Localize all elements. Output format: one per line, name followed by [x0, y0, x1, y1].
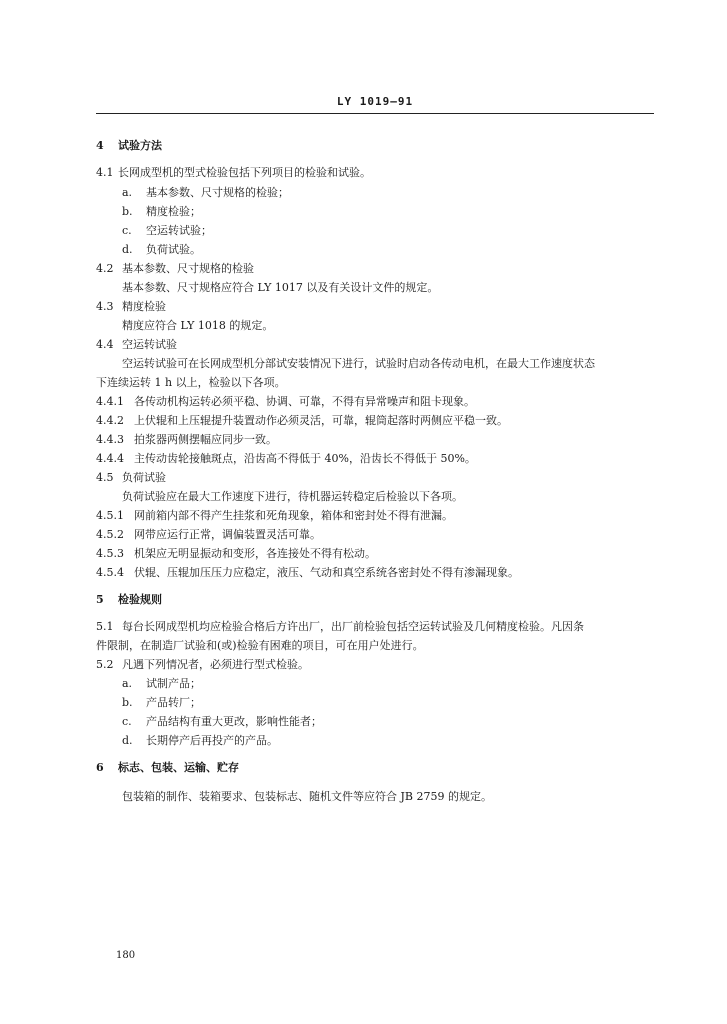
clause-4-5-4: 4.5.4 伏辊、压辊加压压力应稳定，液压、气动和真空系统各密封处不得有渗漏现象。: [96, 566, 519, 579]
clause-4-3-body: 精度应符合 LY 1018 的规定。: [122, 319, 274, 332]
list-item-d: d. 长期停产后再投产的产品。: [122, 734, 278, 747]
clause-4-5: 4.5 负荷试验: [96, 471, 166, 484]
section-4-heading: 4 试验方法: [96, 139, 162, 152]
clause-5-1-line2: 件限制，在制造厂试验和(或)检验有困难的项目，可在用户处进行。: [96, 639, 424, 652]
clause-4-4: 4.4 空运转试验: [96, 338, 177, 351]
list-item-c: c. 空运转试验；: [122, 224, 212, 237]
clause-4-2-body: 基本参数、尺寸规格应符合 LY 1017 以及有关设计文件的规定。: [122, 281, 439, 294]
header-divider: [96, 113, 654, 114]
list-item-a: a. 试制产品；: [122, 677, 201, 690]
section-5-heading: 5 检验规则: [96, 593, 162, 606]
clause-4-4-3: 4.4.3 拍浆器两侧摆幅应同步一致。: [96, 433, 277, 446]
list-item-b: b. 产品转厂；: [122, 696, 201, 709]
clause-5-1-line1: 5.1 每台长网成型机均应检验合格后方许出厂，出厂前检验包括空运转试验及几何精度检验。凡因条: [96, 620, 584, 633]
clause-4-4-1: 4.4.1 各传动机构运转必须平稳、协调、可靠，不得有异常噪声和阻卡现象。: [96, 395, 475, 408]
clause-4-4-4: 4.4.4 主传动齿轮接触斑点，沿齿高不得低于 40%，沿齿长不得低于 50%。: [96, 452, 476, 465]
clause-4-4-body-line1: 空运转试验可在长网成型机分部试安装情况下进行，试验时启动各传动电机，在最大工作速度状态: [122, 357, 595, 370]
page-number: 180: [116, 950, 136, 961]
clause-5-2: 5.2 凡遇下列情况者，必须进行型式检验。: [96, 658, 309, 671]
list-item-c: c. 产品结构有重大更改，影响性能者；: [122, 715, 322, 728]
clause-4-4-2: 4.4.2 上伏辊和上压辊提升装置动作必须灵活，可靠，辊筒起落时两侧应平稳一致。: [96, 414, 508, 427]
list-item-a: a. 基本参数、尺寸规格的检验；: [122, 186, 289, 199]
clause-4-5-2: 4.5.2 网带应运行正常，调偏装置灵活可靠。: [96, 528, 321, 541]
clause-4-2: 4.2 基本参数、尺寸规格的检验: [96, 262, 254, 275]
clause-4-5-body: 负荷试验应在最大工作速度下进行，待机器运转稳定后检验以下各项。: [122, 490, 463, 503]
list-item-d: d. 负荷试验。: [122, 243, 201, 256]
clause-4-3: 4.3 精度检验: [96, 300, 166, 313]
clause-4-5-1: 4.5.1 网前箱内部不得产生挂浆和死角现象，箱体和密封处不得有泄漏。: [96, 509, 453, 522]
standard-code-header: LY 1019—91: [336, 95, 414, 108]
clause-4-1: 4.1 长网成型机的型式检验包括下列项目的检验和试验。: [96, 166, 371, 179]
section-6-heading: 6 标志、包装、运输、贮存: [96, 761, 239, 774]
clause-4-4-body-line2: 下连续运转 1 h 以上，检验以下各项。: [96, 376, 286, 389]
clause-4-5-3: 4.5.3 机架应无明显振动和变形，各连接处不得有松动。: [96, 547, 376, 560]
section-6-body: 包装箱的制作、装箱要求、包装标志、随机文件等应符合 JB 2759 的规定。: [122, 790, 492, 803]
list-item-b: b. 精度检验；: [122, 205, 201, 218]
